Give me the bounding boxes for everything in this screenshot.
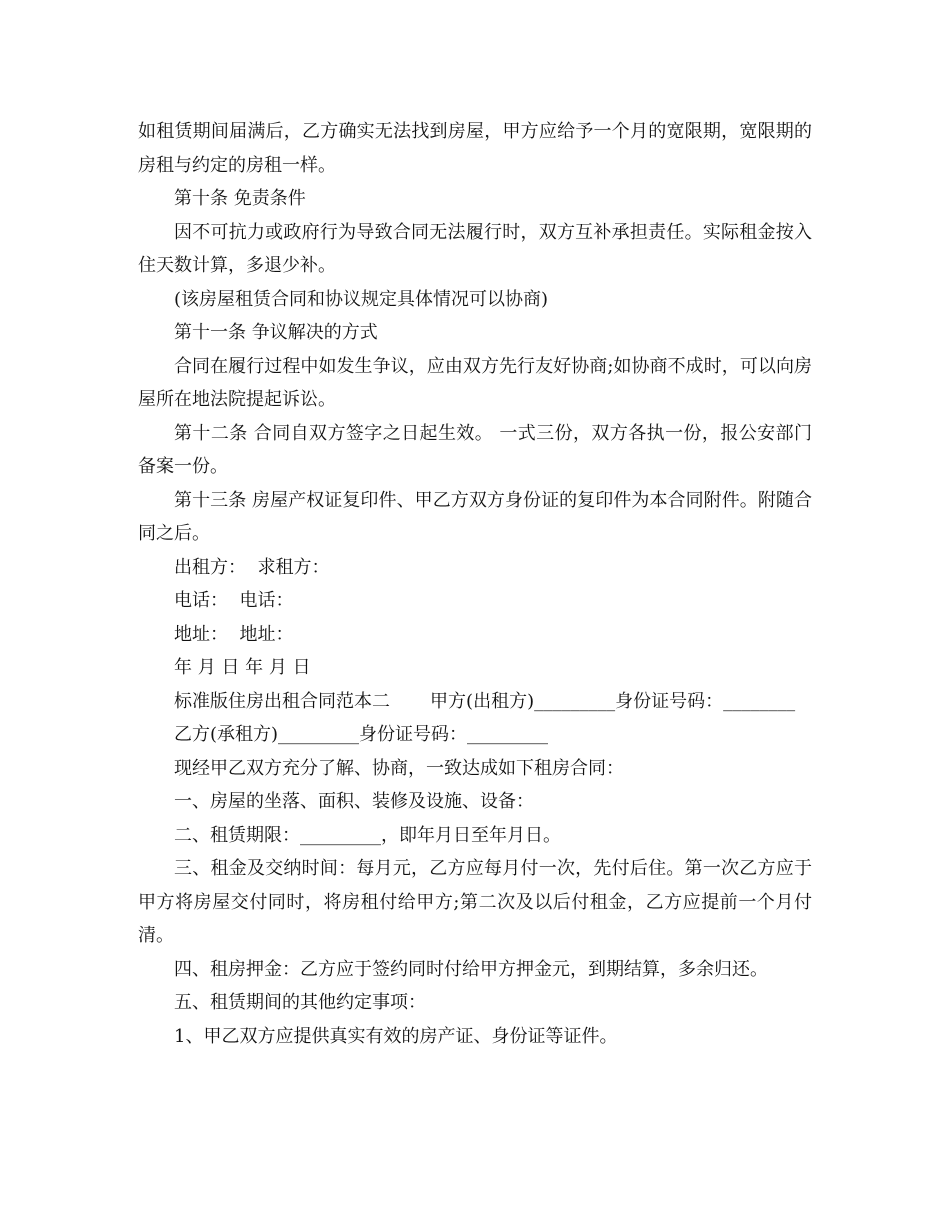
signature-address-line: 地址： 地址： <box>174 623 294 645</box>
paragraph-article-12: 第十二条 合同自双方签字之日起生效。 一式三份，双方各执一份，报公安部门备案一份。 <box>138 422 812 477</box>
clause-5-item-1: 1、甲乙双方应提供真实有效的房产证、身份证等证件。 <box>174 1025 618 1047</box>
clause-5-other-terms: 五、租赁期间的其他约定事项： <box>174 992 426 1013</box>
document-body <box>138 115 812 1053</box>
paragraph-article-13: 第十三条 房屋产权证复印件、甲乙方双方身份证的复印件为本合同附件。附随合同之后。 <box>138 489 812 544</box>
clause-1-property: 一、房屋的坐落、面积、装修及设施、设备： <box>174 791 534 812</box>
signature-parties-line: 出租方： 求租方： <box>174 556 330 578</box>
paragraph-dispute-resolution: 合同在履行过程中如发生争议，应由双方先行友好协商;如协商不成时，可以向房屋所在地法院提起诉讼。 <box>138 355 812 410</box>
party-b-line: 乙方(承租方)_________身份证号码：_________ <box>174 724 549 745</box>
heading-article-10: 第十条 免责条件 <box>174 188 306 209</box>
signature-date-line: 年 月 日 年 月 日 <box>174 657 311 678</box>
signature-phone-line: 电话： 电话： <box>174 590 294 611</box>
paragraph-grace-period: 如租赁期间届满后，乙方确实无法找到房屋，甲方应给予一个月的宽限期，宽限期的房租与约定的房租一样。 <box>138 121 812 176</box>
clause-3-rent: 三、租金及交纳时间：每月元，乙方应每月付一次，先付后住。第一次乙方应于甲方将房屋交付同时，将房租付给甲方;第二次及以后付租金，乙方应提前一个月付清。 <box>138 858 812 946</box>
clause-4-deposit: 四、租房押金：乙方应于签约同时付给甲方押金元，到期结算，多余归还。 <box>174 958 768 980</box>
heading-article-11: 第十一条 争议解决的方式 <box>174 322 378 343</box>
clause-2-term: 二、租赁期限：_________，即年月日至年月日。 <box>174 824 561 846</box>
paragraph-force-majeure: 因不可抗力或政府行为导致合同无法履行时，双方互补承担责任。实际租金按入住天数计算，多退少补。 <box>138 221 812 276</box>
paragraph-negotiation-note: (该房屋租赁合同和协议规定具体情况可以协商) <box>174 288 549 310</box>
contract-template-2-heading: 标准版住房出租合同范本二 甲方(出租方)_________身份证号码：________ <box>174 690 796 712</box>
paragraph-agreement-intro: 现经甲乙双方充分了解、协商，一致达成如下租房合同： <box>174 757 624 779</box>
